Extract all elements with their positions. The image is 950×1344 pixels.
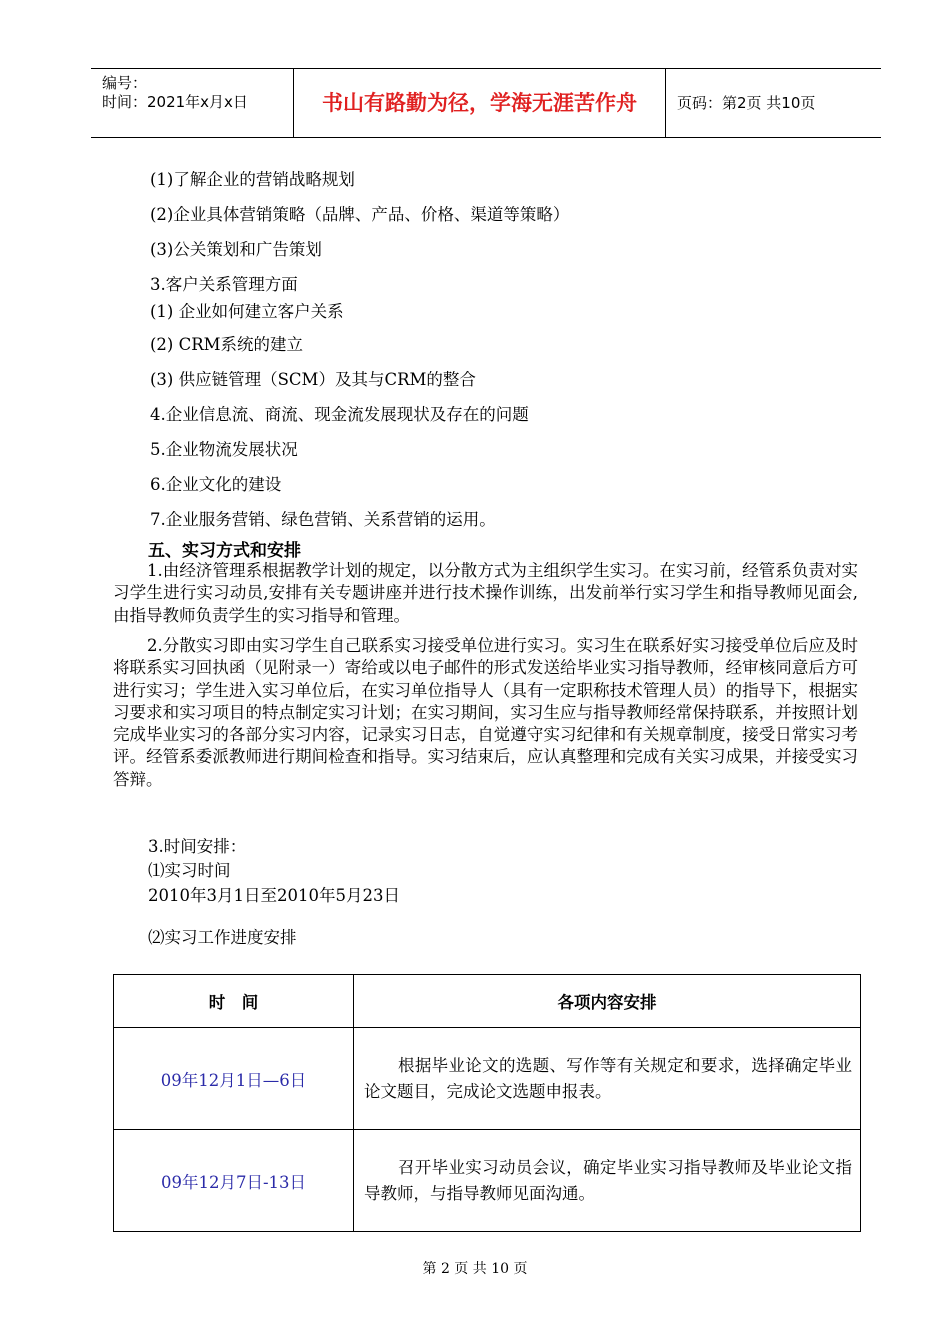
list-item: (2)企业具体营销策略（品牌、产品、价格、渠道等策略） xyxy=(150,205,570,224)
list-item: 3.客户关系管理方面 xyxy=(150,275,298,294)
table-row xyxy=(114,1130,861,1232)
doc-code-label: 编号： xyxy=(102,74,148,92)
section-title: 五、实习方式和安排 xyxy=(148,541,301,561)
table-cell-time: 09年12月7日-13日 xyxy=(114,1130,354,1232)
table-row xyxy=(114,1028,861,1130)
list-item: (3)公关策划和广告策划 xyxy=(150,240,322,259)
header-motto: 书山有路勤为径，学海无涯苦作舟 xyxy=(294,69,666,137)
list-item: 7.企业服务营销、绿色营销、关系营销的运用。 xyxy=(150,510,496,529)
column-header-time: 时 间 xyxy=(114,975,354,1028)
table-cell-time: 09年12月1日—6日 xyxy=(114,1028,354,1130)
list-item: (3) 供应链管理（SCM）及其与CRM的整合 xyxy=(150,370,476,389)
schedule-label: ⑵实习工作进度安排 xyxy=(148,928,297,947)
schedule-table xyxy=(113,974,861,1232)
list-item: 4.企业信息流、商流、现金流发展现状及存在的问题 xyxy=(150,405,529,424)
list-item: (2) CRM系统的建立 xyxy=(150,335,304,354)
table-cell-content: 根据毕业论文的选题、写作等有关规定和要求，选择确定毕业论文题目，完成论文选题申报表。 xyxy=(354,1028,861,1130)
internship-dates: 2010年3月1日至2010年5月23日 xyxy=(148,886,400,905)
list-item: 6.企业文化的建设 xyxy=(150,475,282,494)
page-header xyxy=(91,68,881,138)
internship-time-label: ⑴实习时间 xyxy=(148,861,231,880)
paragraph-1: 1.由经济管理系根据教学计划的规定，以分散方式为主组织学生实习。在实习前，经管系负责对实习学生进行实习动员,安排有关专题讲座并进行技术操作训练，出发前举行实习学生和指导教师见面会,由指导教师负责学生的实习指导和管理。 xyxy=(113,561,858,625)
list-item: (1)了解企业的营销战略规划 xyxy=(150,170,355,189)
paragraph-2: 2.分散实习即由实习学生自己联系实习接受单位进行实习。实习生在联系好实习接受单位后应及时将联系实习回执函（见附录一）寄给或以电子邮件的形式发送给毕业实习指导教师，经审核同意后方可进行实习；学生进入实习单位后，在实习单位指导人（具有一定职称技术管理人员）的指导下，根据实习要求和实习项目的特点制定实习计划；在实习期间，实习生应与指导教师经常保持联系，并按照计划完成毕业实习的各部分实习内容，记录实习日志，自觉遵守实习纪律和有关规章制度，接受日常实习考评。经管系委派教师进行期间检查和指导。实习结束后，应认真整理和完成有关实习成果，并接受实习答辩。 xyxy=(113,636,858,789)
list-item: 5.企业物流发展状况 xyxy=(150,440,298,459)
page-footer: 第 2 页 共 10 页 xyxy=(422,1261,528,1277)
doc-time-label: 时间：2021年x月x日 xyxy=(102,93,248,111)
header-page-number: 页码：第2页 共10页 xyxy=(677,94,816,112)
time-arrangement-heading: 3.时间安排： xyxy=(148,837,247,856)
table-cell-content: 召开毕业实习动员会议，确定毕业实习指导教师及毕业论文指导教师，与指导教师见面沟通。 xyxy=(354,1130,861,1232)
table-header-row xyxy=(114,975,861,1028)
list-item: (1) 企业如何建立客户关系 xyxy=(150,302,344,321)
column-header-content: 各项内容安排 xyxy=(354,975,861,1028)
header-meta xyxy=(91,69,294,137)
